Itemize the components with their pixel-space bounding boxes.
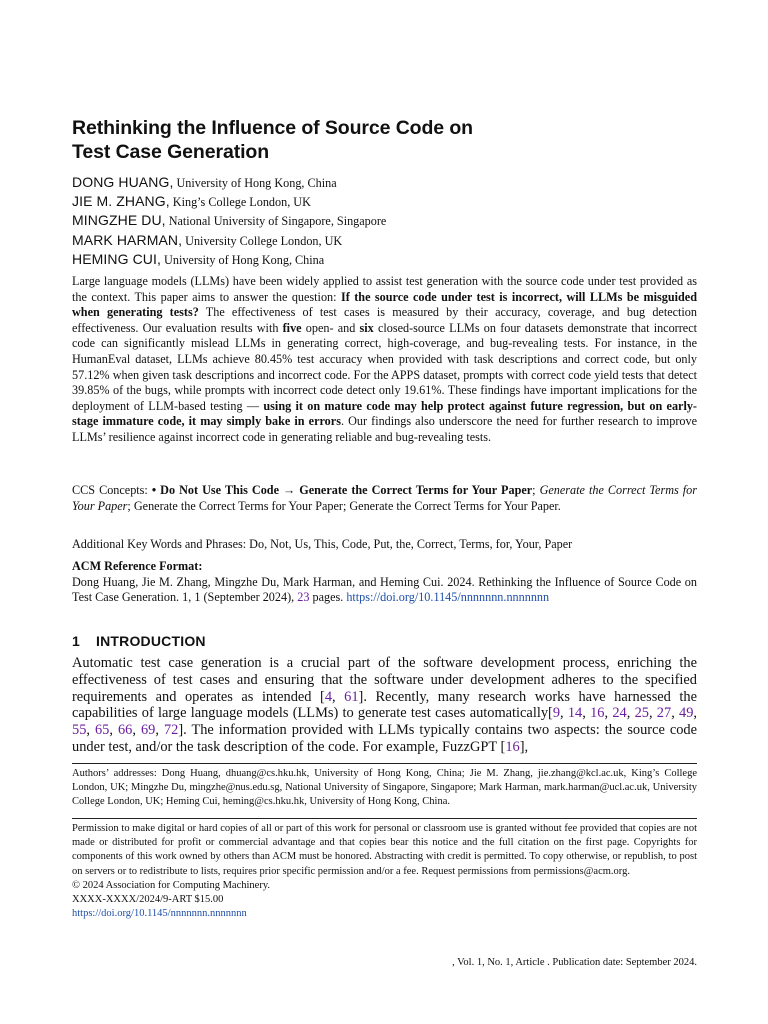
citation-link[interactable]: 4: [324, 688, 333, 705]
abstract-emphasis: six: [359, 320, 374, 335]
ccs-primary-term: • Do Not Use This Code → Generate the Correct Terms for Your Paper: [151, 483, 533, 497]
permission-text: Permission to make digital or hard copies of all or part of this work for personal or classroom use is granted without fee provided that copies are not made or distributed for profit or commercial advantage and that copies bear this notice and the full citation on the first page. Copyrights for components of this work owned by others than ACM must be honored. Abstracting with credit is permitted. To copy otherwise, or republish, to post on servers or to redistribute to lists, requires prior specific permission and/or a fee. Request permissions from permissions@acm.org.: [72, 823, 697, 877]
section-title: INTRODUCTION: [96, 633, 206, 649]
intro-text: ],: [519, 738, 529, 755]
abstract-text: . Our findings also underscore the need for further research to improve LLMs’ resilience against incorrect code in generating reliable and bug-revealing tests.: [72, 414, 698, 444]
author-name: HEMING CUI,: [72, 250, 161, 267]
pages-link[interactable]: 23: [297, 590, 310, 605]
ccs-terms: ; Generate the Correct Terms for Your Paper; Generate the Correct Terms for Your Paper.: [127, 498, 561, 513]
ccs-separator: ;: [532, 483, 540, 497]
ccs-concepts: [72, 483, 697, 514]
citation-link[interactable]: 27: [656, 705, 672, 722]
introduction-paragraph: Automatic test case generation is a crucial part of the software development process, enriching the effectiveness of test cases and ensuring that the software under development adheres to the specified requirements and operates as intended [4, 61]. Recently, many research works have harnessed the capabilities of large language models (LLMs) to generate test cases automatically[9, 14, 16, 24, 25, 27, 49, 55, 65, 66, 69, 72]. The information provided with LLMs typically contains two aspects: the source code under test, and/or the task description of the code. For example, FuzzGPT [16],: [72, 655, 698, 755]
author-affiliation: University College London, UK: [182, 233, 343, 248]
citation-link[interactable]: 69: [140, 722, 156, 739]
ccs-label: CCS Concepts:: [72, 483, 152, 497]
copyright-line: © 2024 Association for Computing Machinery.: [72, 879, 271, 891]
author-entry: [72, 231, 386, 250]
author-affiliation: University of Hong Kong, China: [173, 176, 337, 190]
author-entry: [72, 192, 386, 211]
author-entry: [72, 211, 386, 230]
author-affiliation: National University of Singapore, Singapore: [165, 214, 387, 229]
author-affiliation: King’s College London, UK: [169, 195, 311, 210]
title-line-2: Test Case Generation: [72, 141, 270, 163]
citation-link[interactable]: 72: [163, 722, 179, 739]
issn-line: XXXX-XXXX/2024/9-ART $15.00: [72, 894, 224, 906]
permission-divider: [72, 818, 697, 819]
citation-link[interactable]: 61: [344, 688, 359, 705]
citation-separator: ,: [332, 688, 345, 705]
ccs-secondary-term: Generate the Correct Terms for Your Paper: [72, 483, 698, 513]
title-line-1: Rethinking the Influence of Source Code on: [72, 117, 473, 139]
abstract-text: The effectiveness of test cases is measured by their accuracy, coverage, and bug detection effectiveness. Our evaluation results with: [72, 305, 697, 335]
acm-reference-format: [72, 559, 697, 606]
author-list: [72, 173, 386, 269]
citation-link[interactable]: 25: [634, 705, 649, 722]
author-entry: [72, 173, 386, 192]
citation-link[interactable]: 14: [567, 705, 583, 722]
intro-text: ]. Recently, many research works have harnessed the capabilities of large language models (LLMs) to generate test cases automatically[: [72, 688, 697, 722]
abstract: [72, 274, 697, 446]
author-addresses: Authors’ addresses: Dong Huang, dhuang@cs.hku.hk, University of Hong Kong, China; Jie M. Zhang, jie.zhang@kcl.ac.uk, King’s College London, UK; Mingzhe Du, mingzhe@nus.edu.sg, National University of Singapore, Singapore; Mark Harman, mark.harman@ucl.ac.uk, University College London, UK; Heming Cui, heming@cs.hku.hk, University of Hong Kong, China.: [72, 768, 697, 808]
author-affiliation: University of Hong Kong, China: [161, 252, 325, 267]
author-name: MINGZHE DU,: [72, 212, 166, 229]
citation-link[interactable]: 65: [94, 722, 110, 739]
author-name: MARK HARMAN,: [72, 231, 183, 248]
abstract-emphasis: five: [282, 320, 302, 335]
intro-text: Automatic test case generation is a crucial part of the software development process, enriching the effectiveness of test cases and ensuring that the software under development adheres to the specified requirements and operates as intended [: [72, 655, 697, 705]
abstract-text: Large language models (LLMs) have been widely applied to assist test generation with the source code under test provided as the context. This paper aims to answer the question:: [72, 274, 697, 304]
paper-title: [72, 116, 473, 164]
permission-notice: [72, 822, 697, 921]
footnote-divider: [72, 763, 697, 764]
reference-heading: ACM Reference Format:: [72, 559, 203, 573]
section-heading: [72, 633, 206, 649]
doi-link[interactable]: https://doi.org/10.1145/nnnnnnn.nnnnnnn: [346, 590, 550, 605]
doi-footer-link[interactable]: https://doi.org/10.1145/nnnnnnn.nnnnnnn: [72, 908, 247, 920]
abstract-text: open- and: [301, 320, 360, 335]
citation-link[interactable]: 66: [117, 722, 133, 739]
citation-link[interactable]: 16: [505, 738, 520, 755]
intro-text: ]. The information provided with LLMs typically contains two aspects: the source code under test, and/or the task description of the code. For example, FuzzGPT [: [72, 722, 698, 755]
abstract-emphasis: using it on mature code may help protect against future regression, but on early-stage immature code, it may simply bake in errors: [72, 398, 697, 429]
citation-link[interactable]: 24: [612, 705, 627, 722]
abstract-text: closed-source LLMs on four datasets demonstrate that incorrect code can significantly mislead LLMs in generating correct, high-coverage, and bug-revealing tests. For instance, in the HumanEval dataset, LLMs achieve 80.45% test accuracy when provided with task descriptions and correct code, but only 57.12% when given task descriptions and incorrect code. For the APPS dataset, prompts with correct code yield tests that detect 39.85% of the bugs, while prompts with incorrect code detect only 19.61%. These findings have important implications for the deployment of LLM-based testing —: [72, 320, 697, 413]
citation-link[interactable]: 16: [590, 705, 605, 722]
reference-body: [72, 575, 697, 606]
section-number: 1: [72, 633, 80, 649]
citation-link[interactable]: 55: [72, 722, 87, 739]
reference-text: Dong Huang, Jie M. Zhang, Mingzhe Du, Mark Harman, and Heming Cui. 2024. Rethinking the Influence of Source Code on Test Case Generation. 1, 1 (September 2024),: [72, 574, 697, 605]
author-name: JIE M. ZHANG,: [72, 193, 170, 210]
abstract-question: If the source code under test is incorrect, will LLMs be misguided when generating tests?: [72, 289, 697, 320]
keywords: Additional Key Words and Phrases: Do, Not, Us, This, Code, Put, the, Correct, Terms, for, Your, Paper: [72, 537, 573, 551]
author-name: DONG HUANG,: [72, 174, 174, 190]
reference-text: pages.: [309, 590, 347, 605]
author-entry: [72, 250, 386, 269]
citation-link[interactable]: 9: [552, 705, 561, 722]
page-footer: , Vol. 1, No. 1, Article . Publication date: September 2024.: [452, 957, 697, 968]
citation-link[interactable]: 49: [679, 705, 694, 722]
